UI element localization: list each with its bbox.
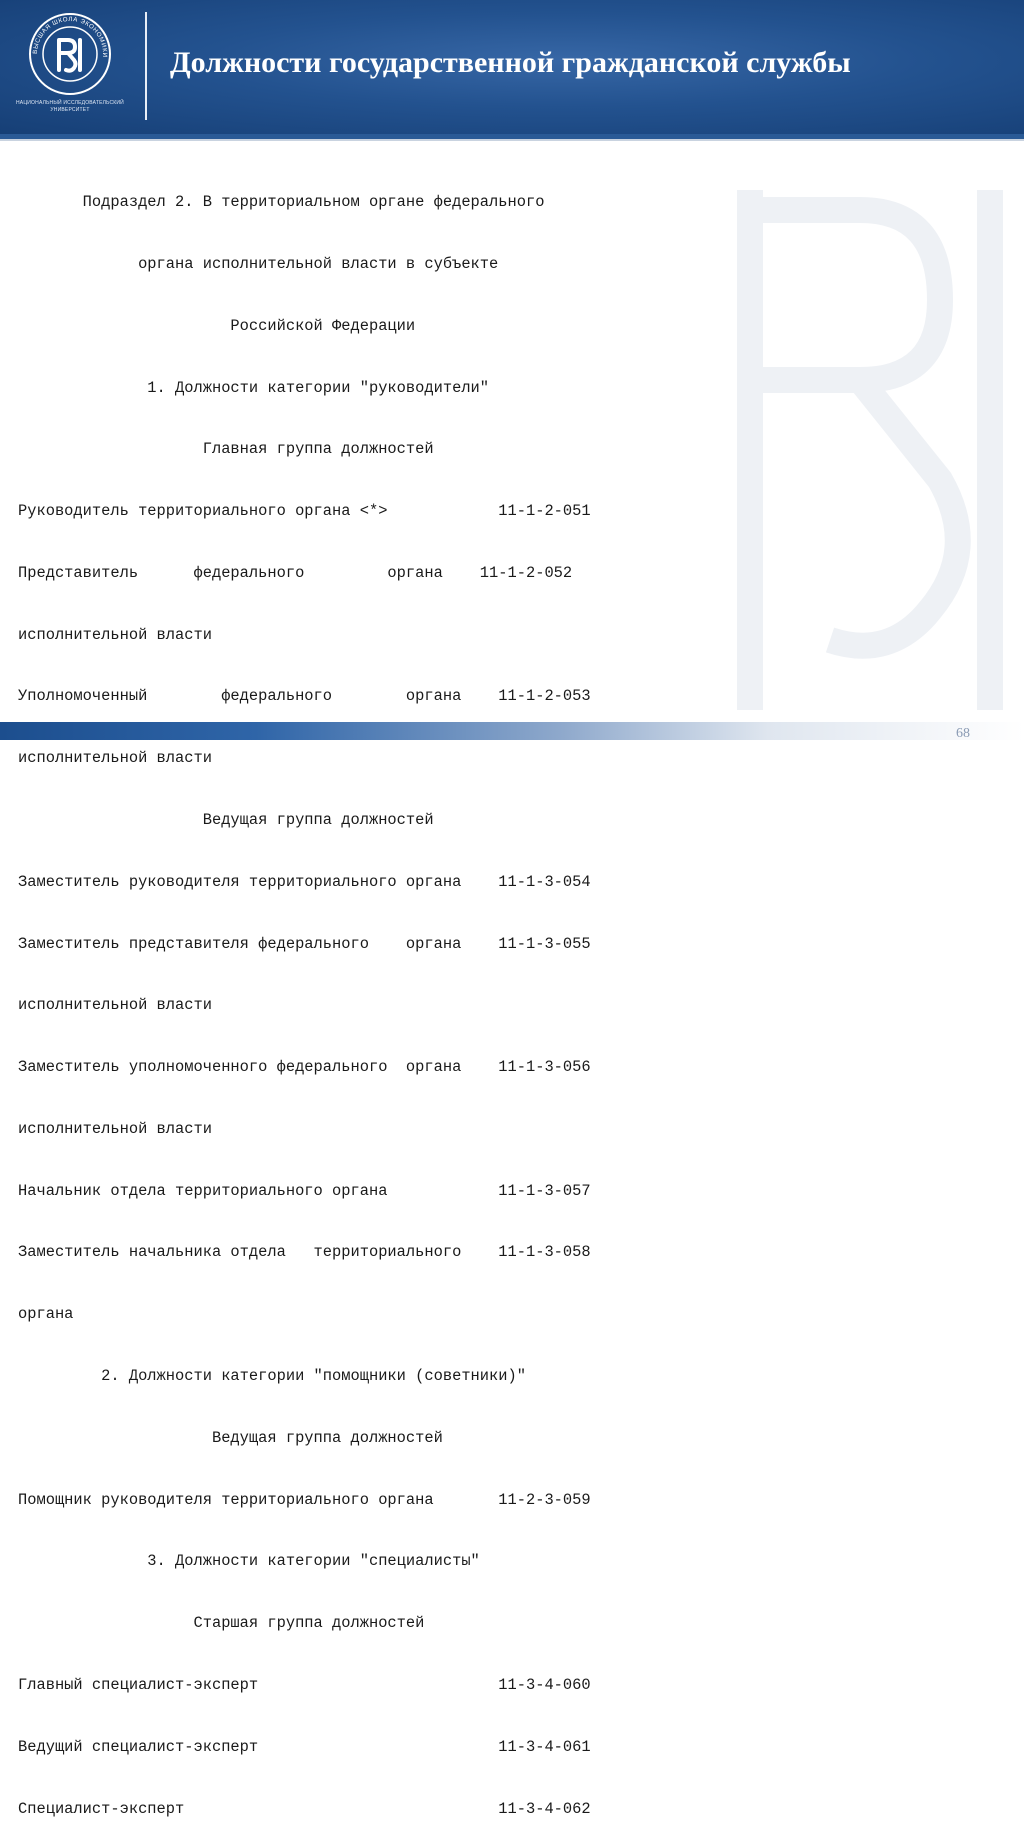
logo-caption-line1: НАЦИОНАЛЬНЫЙ ИССЛЕДОВАТЕЛЬСКИЙ bbox=[16, 100, 124, 106]
doc-line-position-cont: исполнительной власти bbox=[18, 996, 212, 1015]
doc-line-position: Заместитель представителя федерального органа 11-1-3-055 bbox=[18, 934, 591, 953]
doc-line-position: Заместитель начальника отдела территориального 11-1-3-058 bbox=[18, 1243, 591, 1262]
logo-ring-text: ВЫСШАЯ ШКОЛА ЭКОНОМИКИ bbox=[31, 15, 109, 58]
doc-line-position: Специалист-эксперт 11-3-4-062 bbox=[18, 1799, 591, 1818]
doc-line-category-3: 3. Должности категории "специалисты" bbox=[18, 1552, 480, 1571]
doc-line-position-cont: исполнительной власти bbox=[18, 625, 212, 644]
doc-line-position: Уполномоченный федерального органа 11-1-2-053 bbox=[18, 687, 591, 706]
doc-line-position: Главный специалист-эксперт 11-3-4-060 bbox=[18, 1675, 591, 1694]
doc-line-group-lead: Ведущая группа должностей bbox=[18, 811, 434, 829]
doc-line-position-cont: исполнительной власти bbox=[18, 1119, 212, 1138]
doc-line-position-cont: исполнительной власти bbox=[18, 749, 212, 768]
doc-line-subsection-title-3: Российской Федерации bbox=[18, 316, 416, 335]
header-rule-light bbox=[0, 139, 1024, 141]
doc-line-group-senior: Старшая группа должностей bbox=[18, 1614, 425, 1633]
doc-line-position: Заместитель руководителя территориального органа 11-1-3-054 bbox=[18, 872, 591, 891]
logo-caption bbox=[8, 100, 132, 114]
footer-bar bbox=[0, 722, 1024, 740]
slide-title: Должности государственной гражданской службы bbox=[170, 46, 851, 79]
doc-line-category-2: 2. Должности категории "помощники (советники)" bbox=[18, 1367, 526, 1386]
doc-line-position: Руководитель территориального органа <*> 11-1-2-051 bbox=[18, 502, 591, 521]
header-divider bbox=[145, 12, 147, 120]
doc-line-position: Начальник отдела территориального органа 11-1-3-057 bbox=[18, 1181, 591, 1200]
doc-line-subsection-title-1: Подраздел 2. В территориальном органе федерального bbox=[18, 193, 545, 212]
doc-line-position: Ведущий специалист-эксперт 11-3-4-061 bbox=[18, 1737, 591, 1756]
doc-line-position: Представитель федерального органа 11-1-2-052 bbox=[18, 563, 573, 582]
document-text bbox=[18, 151, 591, 1840]
doc-line-group-main: Главная группа должностей bbox=[18, 440, 434, 459]
hse-logo-icon bbox=[28, 12, 112, 96]
doc-line-position: Заместитель уполномоченного федерального органа 11-1-3-056 bbox=[18, 1058, 591, 1077]
doc-line-group-lead: Ведущая группа должностей bbox=[18, 1428, 443, 1447]
doc-line-position: Помощник руководителя территориального органа 11-2-3-059 bbox=[18, 1490, 591, 1509]
doc-line-subsection-title-2: органа исполнительной власти в субъекте bbox=[18, 254, 499, 273]
page-number: 68 bbox=[956, 726, 970, 741]
hse-watermark-icon bbox=[690, 150, 1024, 720]
logo-caption-line2: УНИВЕРСИТЕТ bbox=[50, 107, 90, 113]
doc-line-position-cont: органа bbox=[18, 1305, 74, 1324]
doc-line-category-1: 1. Должности категории "руководители" bbox=[18, 378, 490, 397]
